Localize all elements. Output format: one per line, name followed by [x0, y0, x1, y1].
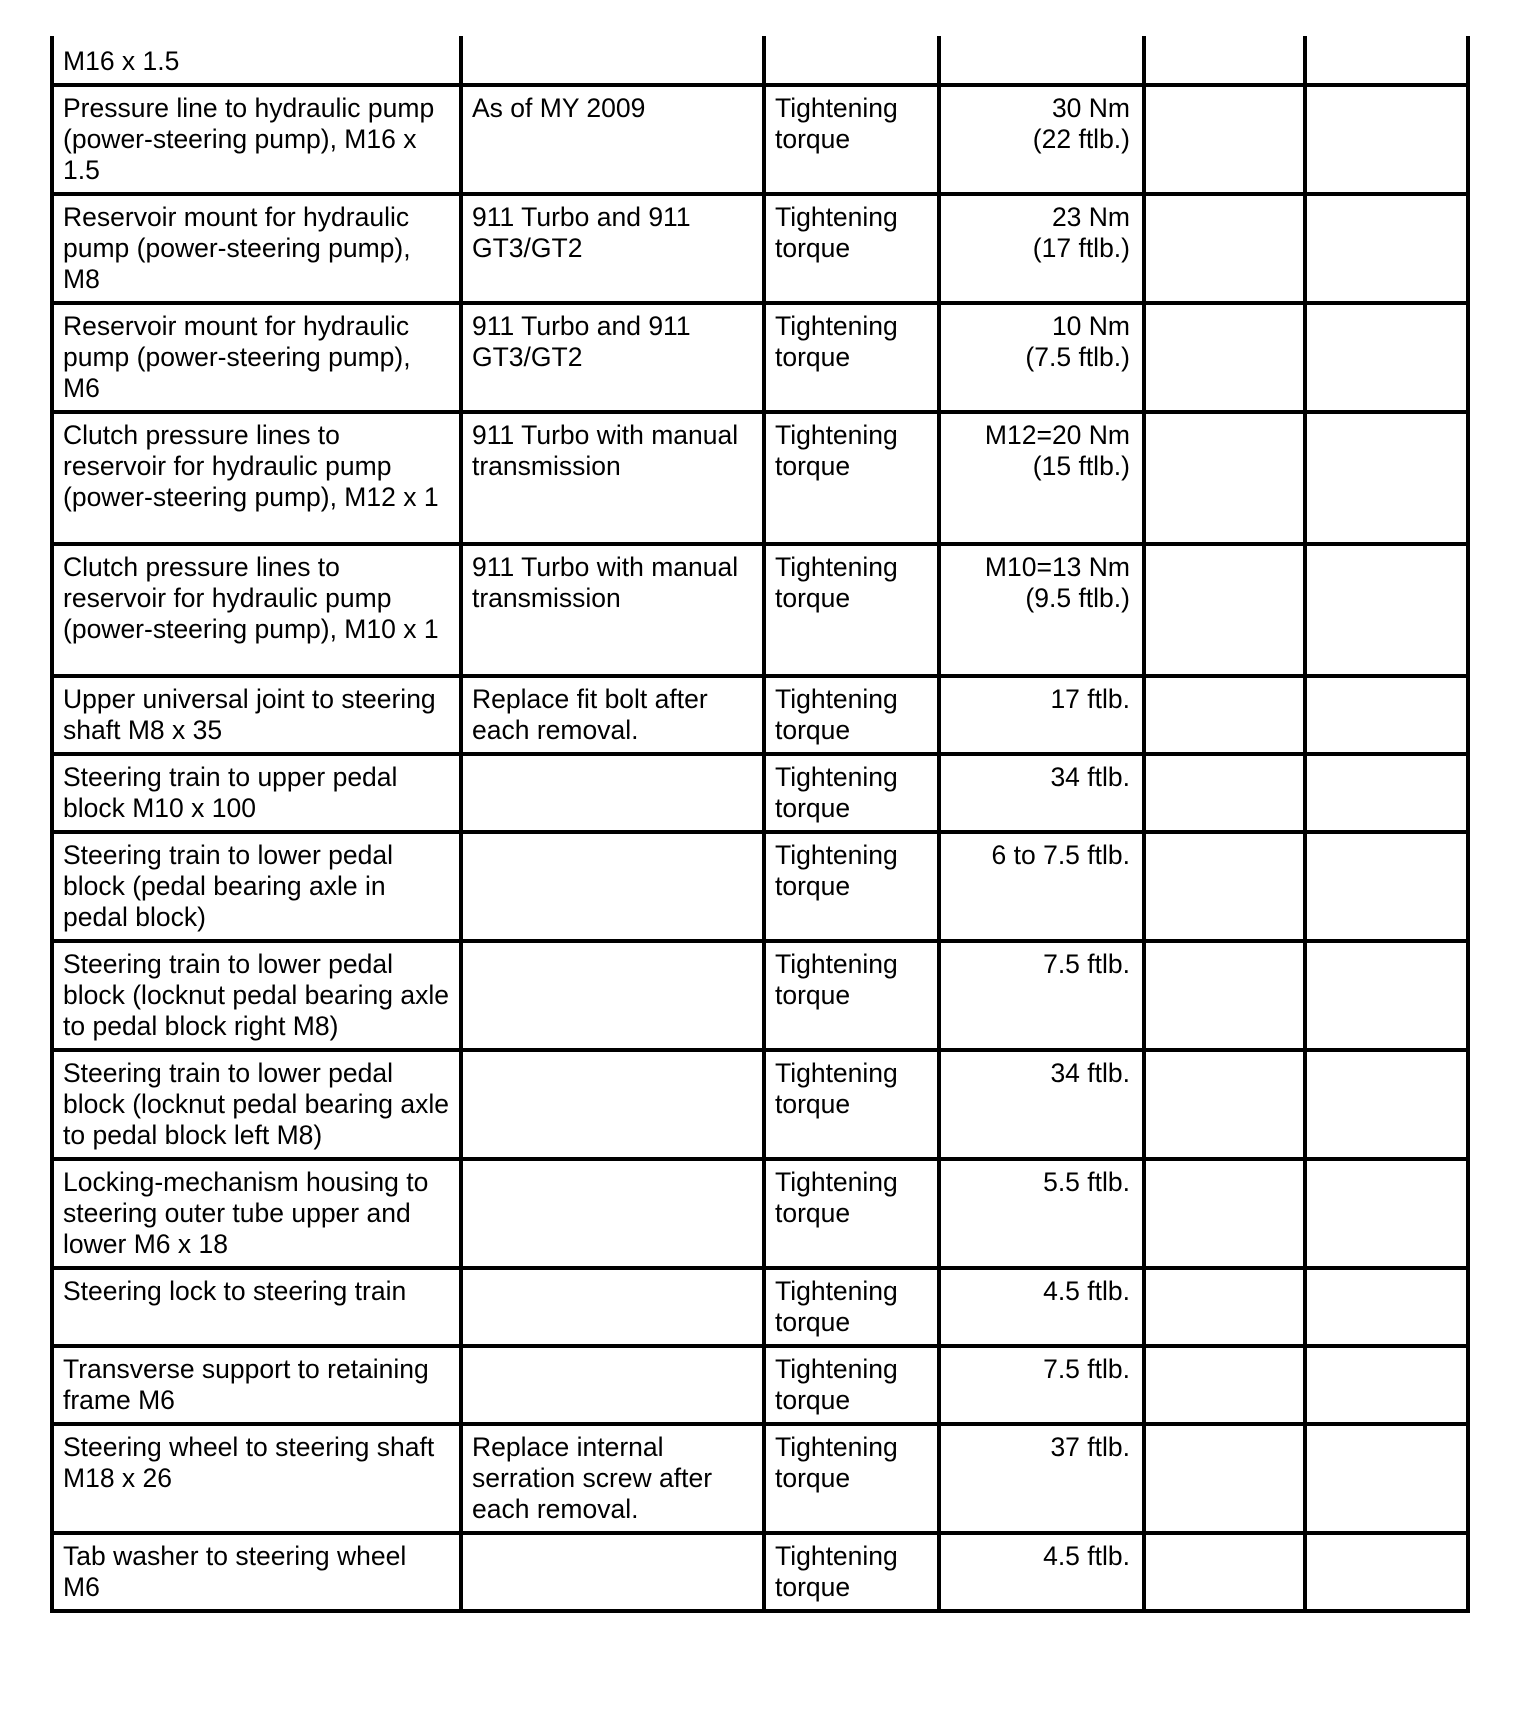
notes-cell [461, 1050, 764, 1159]
empty-cell [1305, 1159, 1468, 1268]
torque-value-line: (7.5 ftlb.) [1025, 342, 1130, 372]
empty-cell [1305, 36, 1468, 85]
torque-value-cell [939, 1050, 1144, 1159]
table-row [52, 1159, 1468, 1268]
empty-cell [1144, 1159, 1305, 1268]
component-cell: Locking-mechanism housing to steering outer tube upper and lower M6 x 18 [52, 1159, 461, 1268]
notes-cell [461, 754, 764, 832]
notes-cell: 911 Turbo and 911 GT3/GT2 [461, 194, 764, 303]
torque-value-line: M10=13 Nm [984, 552, 1130, 582]
spec-type-cell: Tightening torque [764, 544, 939, 676]
torque-value-cell [939, 832, 1144, 941]
torque-spec-table [50, 36, 1470, 1613]
torque-value-line: 4.5 ftlb. [1043, 1541, 1130, 1571]
component-cell: Steering train to lower pedal block (locknut pedal bearing axle to pedal block right M8) [52, 941, 461, 1050]
torque-value-line: 34 ftlb. [1050, 762, 1130, 792]
torque-value-cell [939, 1159, 1144, 1268]
empty-cell [1144, 1346, 1305, 1424]
torque-value-line: (9.5 ftlb.) [1025, 583, 1130, 613]
table-row [52, 85, 1468, 194]
empty-cell [1305, 544, 1468, 676]
notes-cell: As of MY 2009 [461, 85, 764, 194]
table-row [52, 832, 1468, 941]
empty-cell [1144, 832, 1305, 941]
torque-value-line: 30 Nm [1051, 93, 1130, 123]
empty-cell [1305, 1050, 1468, 1159]
table-row [52, 194, 1468, 303]
torque-value-cell [939, 941, 1144, 1050]
empty-cell [1144, 1533, 1305, 1611]
notes-cell [461, 941, 764, 1050]
notes-cell [461, 1346, 764, 1424]
empty-cell [1305, 941, 1468, 1050]
component-cell: Pressure line to hydraulic pump (power-steering pump), M16 x 1.5 [52, 85, 461, 194]
torque-value-cell [939, 1268, 1144, 1346]
spec-type-cell: Tightening torque [764, 1159, 939, 1268]
empty-cell [1305, 832, 1468, 941]
empty-cell [1305, 303, 1468, 412]
spec-type-cell: Tightening torque [764, 412, 939, 544]
torque-value-cell [939, 194, 1144, 303]
component-cell: Reservoir mount for hydraulic pump (power-steering pump), M8 [52, 194, 461, 303]
component-cell: Steering train to upper pedal block M10 x 100 [52, 754, 461, 832]
empty-cell [1305, 1533, 1468, 1611]
torque-value-line: 5.5 ftlb. [1043, 1167, 1130, 1197]
component-cell: Steering train to lower pedal block (locknut pedal bearing axle to pedal block left M8) [52, 1050, 461, 1159]
notes-cell: 911 Turbo with manual transmission [461, 544, 764, 676]
empty-cell [1144, 1268, 1305, 1346]
empty-cell [1144, 941, 1305, 1050]
empty-cell [1144, 1050, 1305, 1159]
torque-value-cell [939, 412, 1144, 544]
torque-value-cell [939, 544, 1144, 676]
component-cell: Upper universal joint to steering shaft M8 x 35 [52, 676, 461, 754]
table-row [52, 544, 1468, 676]
component-cell: Clutch pressure lines to reservoir for hydraulic pump (power-steering pump), M10 x 1 [52, 544, 461, 676]
component-cell: Reservoir mount for hydraulic pump (power-steering pump), M6 [52, 303, 461, 412]
spec-type-cell: Tightening torque [764, 676, 939, 754]
empty-cell [1305, 194, 1468, 303]
spec-type-cell: Tightening torque [764, 1424, 939, 1533]
torque-value-line: 17 ftlb. [1050, 684, 1130, 714]
notes-cell: Replace internal serration screw after each removal. [461, 1424, 764, 1533]
torque-value-cell [939, 754, 1144, 832]
torque-value-cell [939, 1424, 1144, 1533]
spec-type-cell: Tightening torque [764, 1050, 939, 1159]
torque-value-cell [939, 303, 1144, 412]
table-row [52, 412, 1468, 544]
empty-cell [1144, 676, 1305, 754]
empty-cell [1144, 194, 1305, 303]
torque-value-line: 37 ftlb. [1050, 1432, 1130, 1462]
torque-value-line: 7.5 ftlb. [1043, 1354, 1130, 1384]
empty-cell [1305, 676, 1468, 754]
torque-value-cell [939, 1533, 1144, 1611]
empty-cell [1144, 85, 1305, 194]
empty-cell [1305, 1346, 1468, 1424]
spec-type-cell: Tightening torque [764, 1268, 939, 1346]
empty-cell [1144, 36, 1305, 85]
spec-type-cell: Tightening torque [764, 1533, 939, 1611]
torque-value-line: 6 to 7.5 ftlb. [991, 840, 1130, 870]
spec-type-cell: Tightening torque [764, 1346, 939, 1424]
notes-cell: Replace fit bolt after each removal. [461, 676, 764, 754]
torque-value-line: 10 Nm [1051, 311, 1130, 341]
empty-cell [1144, 544, 1305, 676]
component-cell: Steering wheel to steering shaft M18 x 26 [52, 1424, 461, 1533]
spec-type-cell [764, 36, 939, 85]
torque-value-line: M12=20 Nm [984, 420, 1130, 450]
empty-cell [1144, 412, 1305, 544]
empty-cell [1144, 754, 1305, 832]
spec-type-cell: Tightening torque [764, 85, 939, 194]
spec-type-cell: Tightening torque [764, 303, 939, 412]
notes-cell [461, 36, 764, 85]
component-cell: Steering lock to steering train [52, 1268, 461, 1346]
table-row [52, 941, 1468, 1050]
table-row [52, 36, 1468, 85]
empty-cell [1305, 85, 1468, 194]
table-row [52, 754, 1468, 832]
table-row [52, 1424, 1468, 1533]
component-cell: Clutch pressure lines to reservoir for hydraulic pump (power-steering pump), M12 x 1 [52, 412, 461, 544]
table-row [52, 676, 1468, 754]
table-row [52, 1268, 1468, 1346]
torque-value-line: 34 ftlb. [1050, 1058, 1130, 1088]
torque-value-cell [939, 676, 1144, 754]
component-cell: M16 x 1.5 [52, 36, 461, 85]
table-row [52, 303, 1468, 412]
component-cell: Steering train to lower pedal block (pedal bearing axle in pedal block) [52, 832, 461, 941]
table-row [52, 1346, 1468, 1424]
torque-value-cell [939, 85, 1144, 194]
notes-cell [461, 832, 764, 941]
empty-cell [1305, 754, 1468, 832]
table-body [52, 36, 1468, 1611]
spec-type-cell: Tightening torque [764, 194, 939, 303]
notes-cell [461, 1159, 764, 1268]
torque-value-line: 23 Nm [1051, 202, 1130, 232]
torque-value-line: 7.5 ftlb. [1043, 949, 1130, 979]
component-cell: Transverse support to retaining frame M6 [52, 1346, 461, 1424]
empty-cell [1144, 1424, 1305, 1533]
empty-cell [1144, 303, 1305, 412]
spec-type-cell: Tightening torque [764, 832, 939, 941]
empty-cell [1305, 1268, 1468, 1346]
notes-cell: 911 Turbo and 911 GT3/GT2 [461, 303, 764, 412]
torque-value-cell [939, 36, 1144, 85]
torque-value-line: (22 ftlb.) [1032, 124, 1130, 154]
torque-value-line: 4.5 ftlb. [1043, 1276, 1130, 1306]
notes-cell: 911 Turbo with manual transmission [461, 412, 764, 544]
table-row [52, 1050, 1468, 1159]
torque-value-line: (15 ftlb.) [1032, 451, 1130, 481]
notes-cell [461, 1533, 764, 1611]
table-row [52, 1533, 1468, 1611]
torque-value-line: (17 ftlb.) [1032, 233, 1130, 263]
empty-cell [1305, 1424, 1468, 1533]
torque-value-cell [939, 1346, 1144, 1424]
spec-type-cell: Tightening torque [764, 754, 939, 832]
spec-type-cell: Tightening torque [764, 941, 939, 1050]
component-cell: Tab washer to steering wheel M6 [52, 1533, 461, 1611]
empty-cell [1305, 412, 1468, 544]
notes-cell [461, 1268, 764, 1346]
